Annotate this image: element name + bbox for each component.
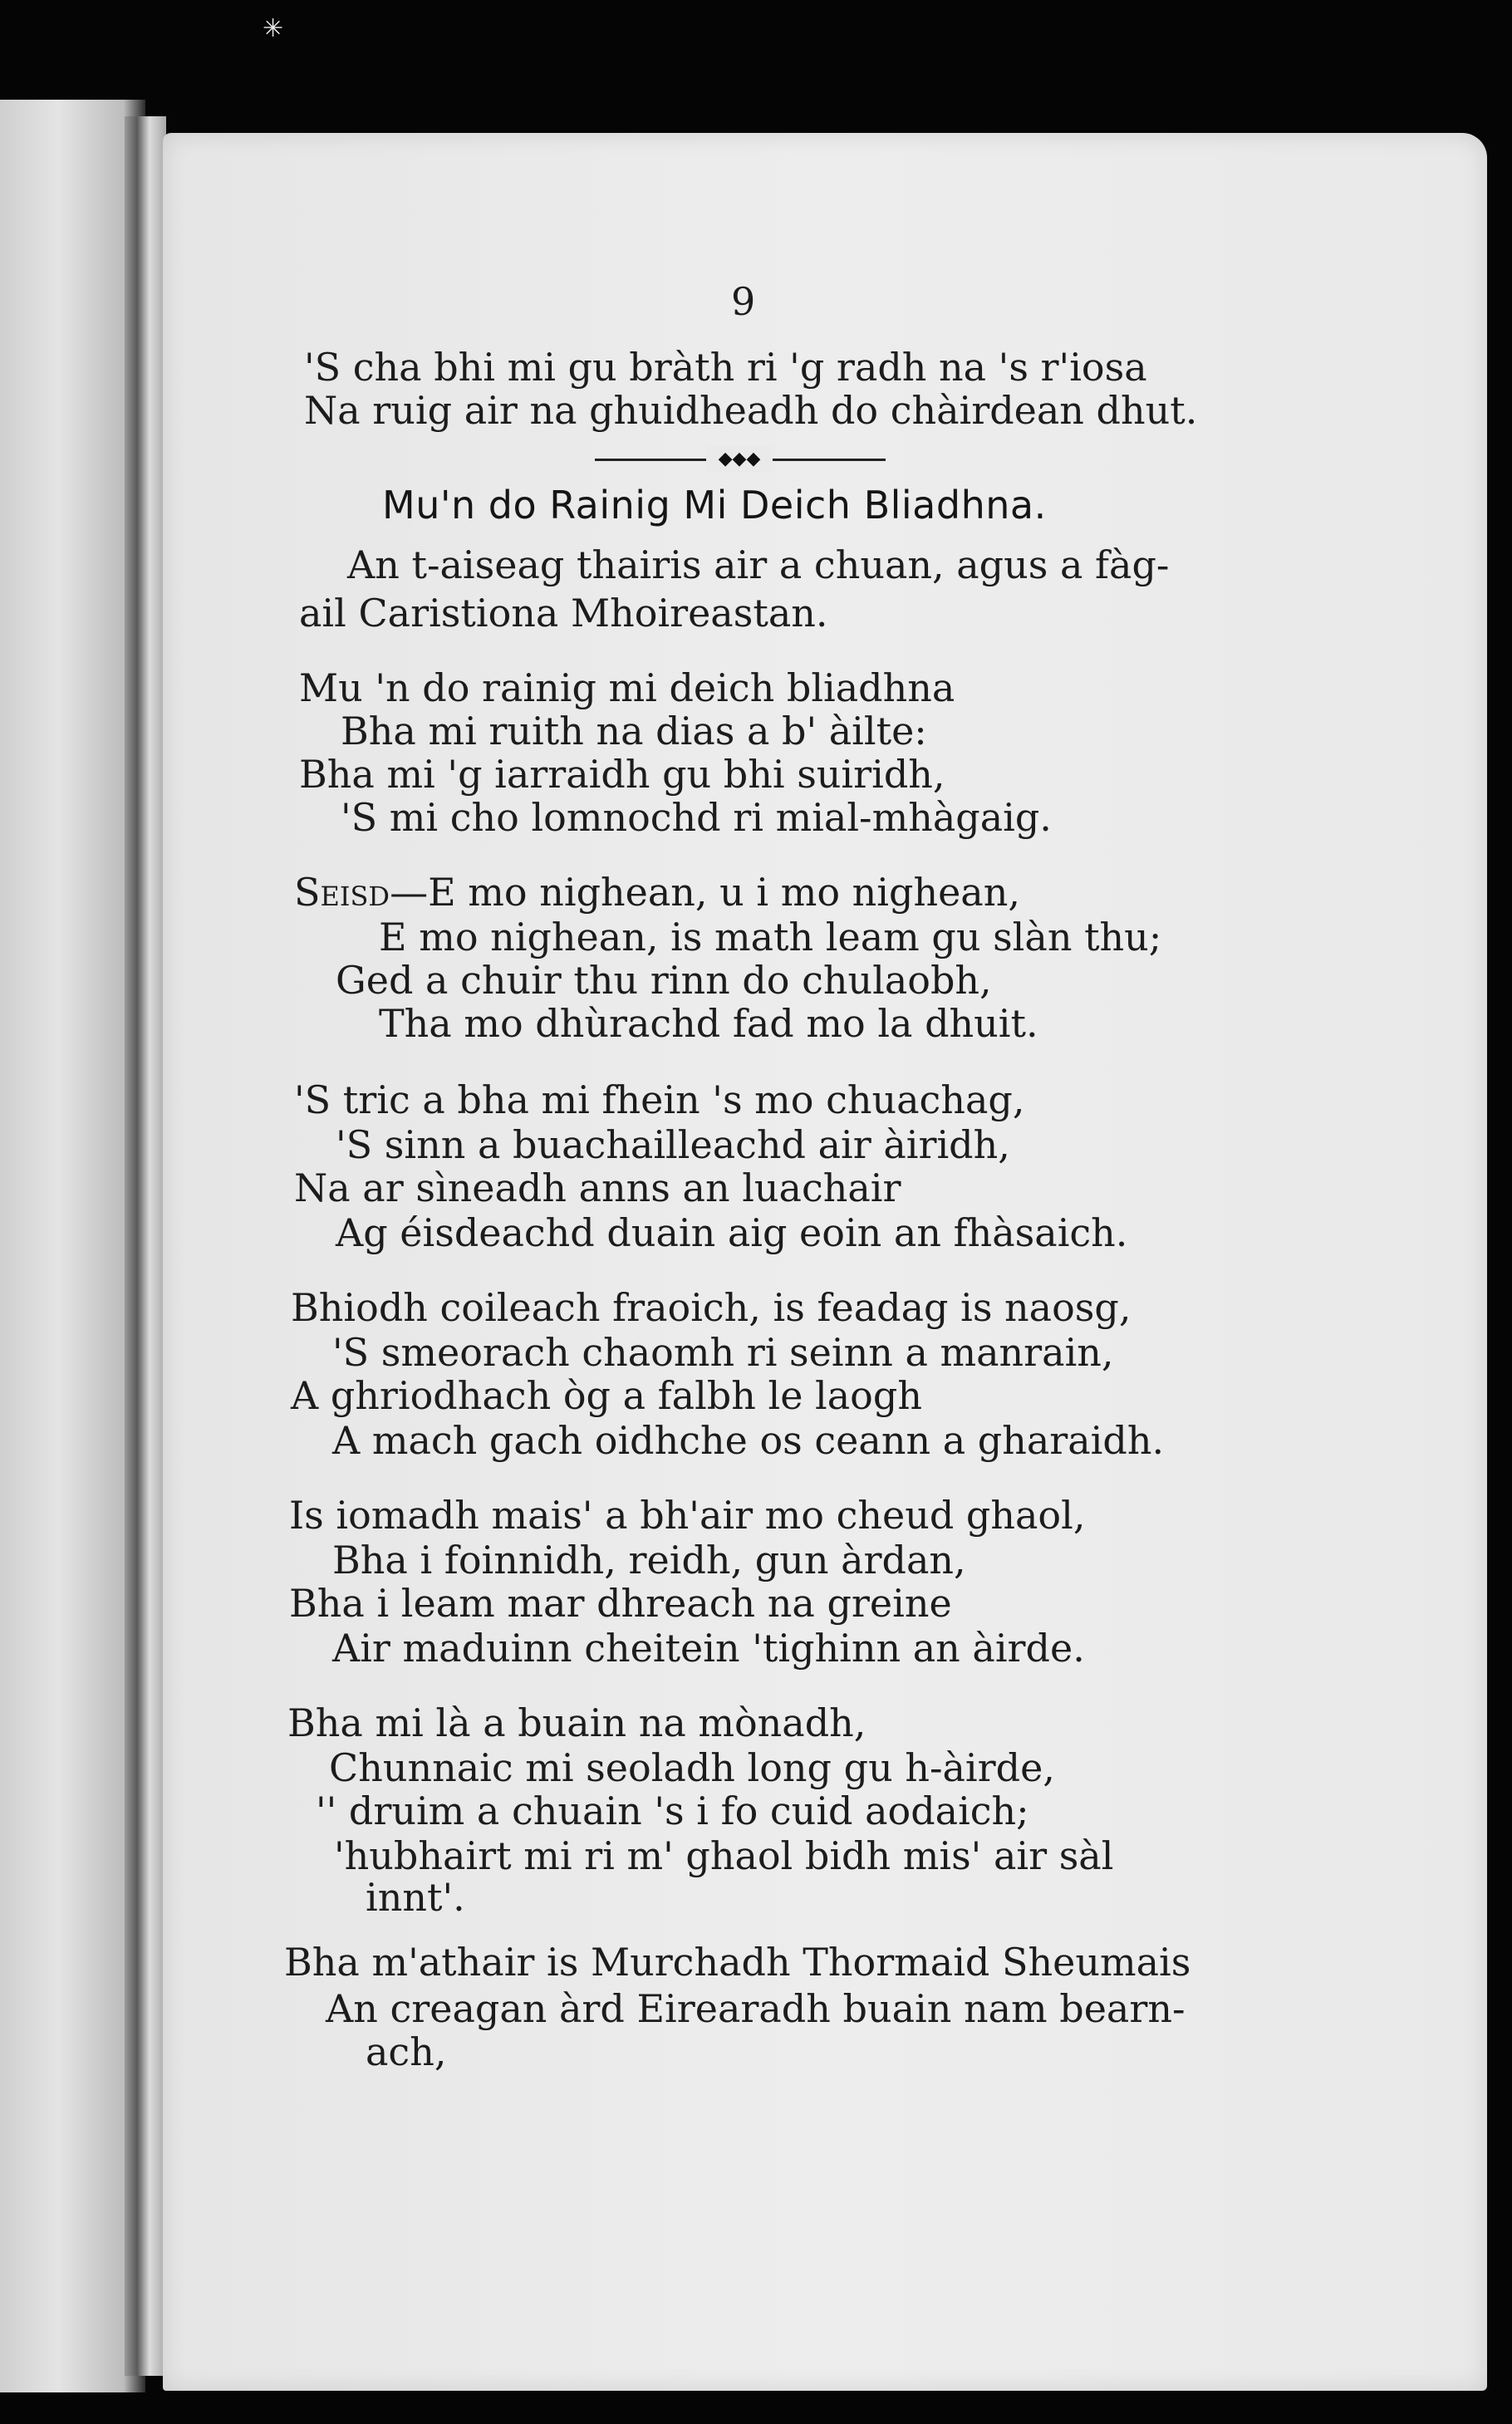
- verse-line: Bha mi là a buain na mònadh,: [287, 1700, 866, 1745]
- text-line: ail Caristiona Mhoireastan.: [299, 591, 828, 635]
- verse-line: Bha mi 'g iarraidh gu bhi suiridh,: [299, 752, 945, 797]
- verse-line: Is iomadh mais' a bh'air mo cheud ghaol,: [289, 1493, 1086, 1538]
- chorus-text: —E mo nighean, u i mo nighean,: [390, 870, 1020, 915]
- song-title: Mu'n do Rainig Mi Deich Bliadhna.: [382, 483, 1047, 527]
- verse-line: Bha i leam mar dhreach na greine: [289, 1581, 952, 1626]
- seisd-label: Seisd: [294, 870, 390, 915]
- text-line: Na ruig air na ghuidheadh do chàirdean dhut.: [304, 388, 1198, 433]
- verse-line: 'S tric a bha mi fhein 's mo chuachag,: [294, 1077, 1025, 1122]
- verse-line: 'S sinn a buachailleachd air àiridh,: [336, 1122, 1010, 1167]
- page-number: 9: [731, 279, 756, 324]
- chorus-line: [294, 869, 1020, 915]
- verse-line: A ghriodhach òg a falbh le laogh: [291, 1373, 922, 1418]
- text-line: An t-aiseag thairis air a chuan, agus a fàg-: [347, 542, 1170, 587]
- verse-line: A mach gach oidhche os ceann a gharaidh.: [332, 1418, 1165, 1463]
- verse-line: '' druim a chuain 's i fo cuid aodaich;: [316, 1789, 1029, 1833]
- verse-line: Ag éisdeachd duain aig eoin an fhàsaich.: [336, 1210, 1128, 1255]
- verse-line: ach,: [366, 2029, 447, 2074]
- verse-line: innt'.: [366, 1875, 465, 1920]
- chorus-line: Tha mo dhùrachd fad mo la dhuit.: [379, 1001, 1038, 1046]
- verse-line: Bhiodh coileach fraoich, is feadag is naosg,: [291, 1285, 1132, 1330]
- chorus-line: Ged a chuir thu rinn do chulaobh,: [336, 958, 992, 1003]
- chorus-line: E mo nighean, is math leam gu slàn thu;: [379, 915, 1162, 959]
- verse-line: 'S smeorach chaomh ri seinn a manrain,: [332, 1330, 1114, 1375]
- verse-line: Air maduinn cheitein 'tighinn an àirde.: [332, 1626, 1085, 1671]
- scan-speck: ✳: [263, 14, 284, 43]
- verse-line: 'hubhairt mi ri m' ghaol bidh mis' air sàl: [334, 1833, 1114, 1878]
- verse-line: An creagan àrd Eirearadh buain nam bearn-: [326, 1986, 1186, 2031]
- verse-line: Chunnaic mi seoladh long gu h-àirde,: [329, 1745, 1055, 1790]
- verse-line: Bha mi ruith na dias a b' àilte:: [341, 709, 927, 753]
- divider-ornament: ◆◆◆: [706, 446, 773, 473]
- verse-line: 'S mi cho lomnochd ri mial-mhàgaig.: [341, 795, 1052, 840]
- verse-line: Mu 'n do rainig mi deich bliadhna: [299, 665, 955, 710]
- verse-line: Bha i foinnidh, reidh, gun àrdan,: [332, 1538, 966, 1582]
- verse-line: Na ar sìneadh anns an luachair: [294, 1165, 901, 1210]
- verse-line: Bha m'athair is Murchadh Thormaid Sheumais: [284, 1940, 1191, 1985]
- text-line: 'S cha bhi mi gu bràth ri 'g radh na 's r'iosa: [304, 345, 1147, 390]
